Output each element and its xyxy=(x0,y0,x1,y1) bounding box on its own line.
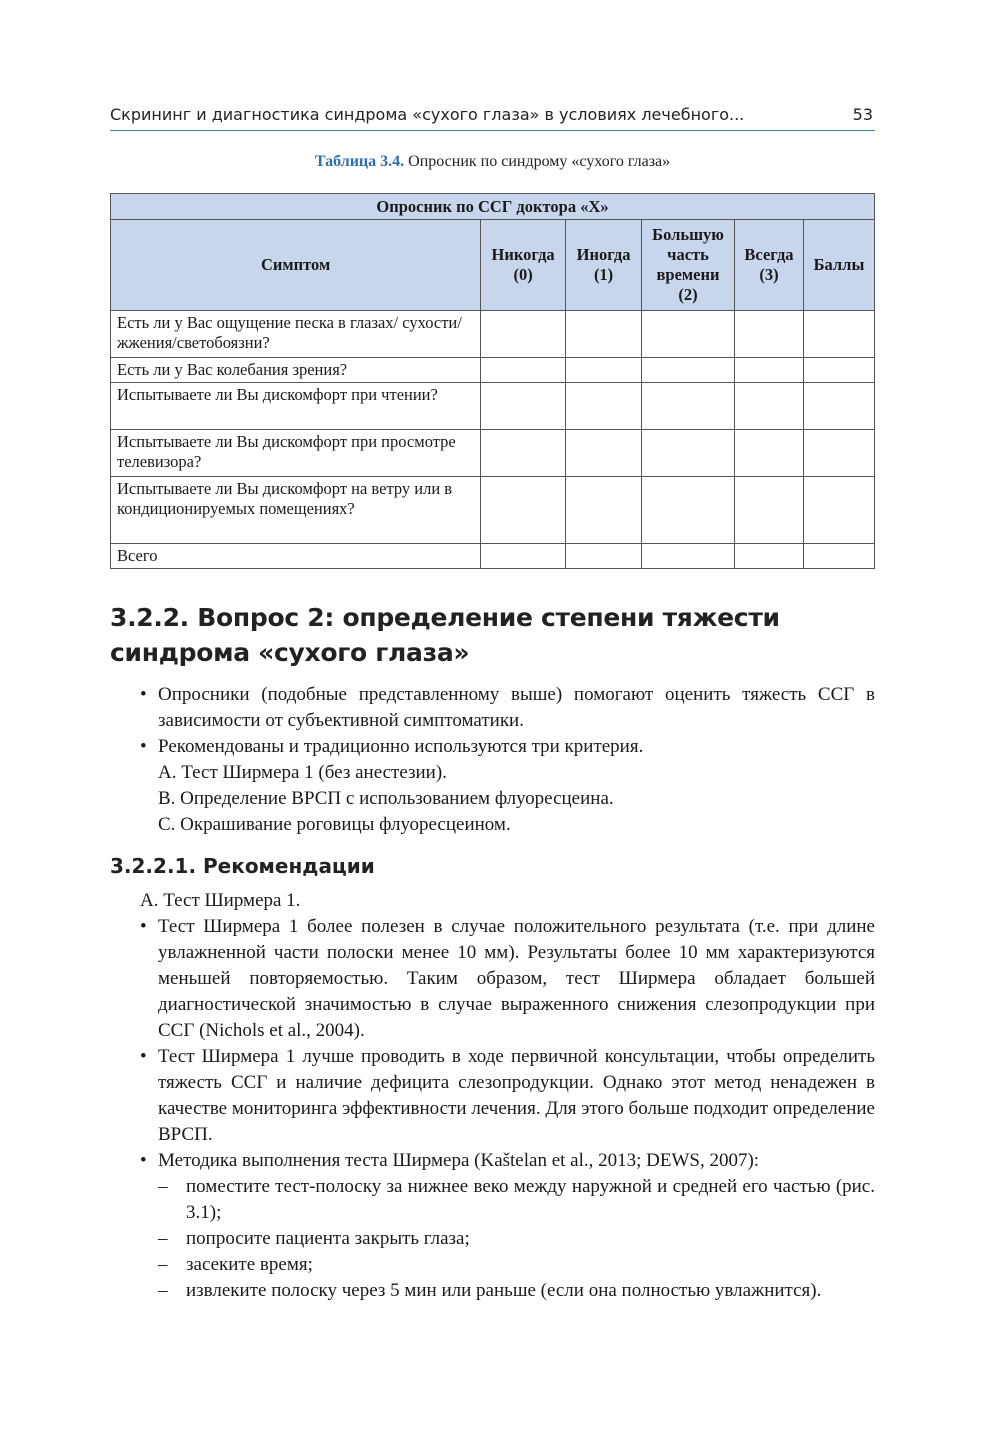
list-item: – попросите пациента закрыть глаза; xyxy=(110,1226,875,1252)
table-caption-text: Опросник по синдрому «сухого глаза» xyxy=(404,153,671,170)
criterion-a: A. Тест Ширмера 1 (без анестезии). xyxy=(158,762,447,783)
list-item: • Тест Ширмера 1 лучше проводить в ходе первичной консультации, чтобы определить тяжесть ССГ и наличие дефицита слезопродукции. Однако этот метод ненадежен в качестве мониторинга эффективности лечения. Для этого больше подходит определение ВРСП. xyxy=(110,1044,875,1148)
table-banner: Опросник по ССГ доктора «Х» xyxy=(111,194,875,220)
answer-cell xyxy=(735,544,804,569)
table-row xyxy=(111,477,875,544)
recommendation-bullets xyxy=(110,914,875,1174)
symptom-cell: Испытываете ли Вы дискомфорт на ветру или в кондиционируемых помещениях? xyxy=(111,477,481,544)
column-header: Большую часть времени (2) xyxy=(642,220,735,311)
list-item: – извлеките полоску через 5 мин или раньше (если она полностью увлажнится). xyxy=(110,1278,875,1304)
answer-cell xyxy=(735,358,804,383)
score-cell xyxy=(803,430,874,477)
answer-cell xyxy=(735,477,804,544)
answer-cell xyxy=(481,383,566,430)
table-row xyxy=(111,358,875,383)
score-cell xyxy=(803,477,874,544)
answer-cell xyxy=(735,383,804,430)
answer-cell xyxy=(566,477,642,544)
answer-cell xyxy=(642,383,735,430)
procedure-steps xyxy=(110,1174,875,1304)
answer-cell xyxy=(566,430,642,477)
score-cell xyxy=(803,358,874,383)
answer-cell xyxy=(566,358,642,383)
list-item: – засеките время; xyxy=(110,1252,875,1278)
list-item: – поместите тест-полоску за нижнее веко между наружной и средней его частью (рис. 3.1); xyxy=(110,1174,875,1226)
table-caption-label: Таблица 3.4. xyxy=(314,153,405,170)
page-number: 53 xyxy=(852,105,873,124)
answer-cell xyxy=(481,430,566,477)
symptom-cell: Испытываете ли Вы дискомфорт при просмотре телевизора? xyxy=(111,430,481,477)
list-item: • Рекомендованы и традиционно используются три критерия. xyxy=(110,734,875,760)
symptom-cell: Есть ли у Вас ощущение песка в глазах/ сухости/жжения/светобоязни? xyxy=(111,311,481,358)
section-bullets xyxy=(110,682,875,760)
column-header: Симптом xyxy=(111,220,481,311)
answer-cell xyxy=(481,311,566,358)
column-header: Баллы xyxy=(803,220,874,311)
running-head xyxy=(110,102,875,131)
symptom-cell: Испытываете ли Вы дискомфорт при чтении? xyxy=(111,383,481,430)
column-header: Всегда (3) xyxy=(735,220,804,311)
section-heading: 3.2.2. Вопрос 2: определение степени тяжести синдрома «сухого глаза» xyxy=(110,603,780,667)
criterion-c: C. Окрашивание роговицы флуоресцеином. xyxy=(158,814,511,835)
table-row xyxy=(111,383,875,430)
answer-cell xyxy=(481,477,566,544)
answer-cell xyxy=(642,477,735,544)
total-cell: Всего xyxy=(111,544,481,569)
answer-cell xyxy=(735,311,804,358)
subsection-heading: 3.2.2.1. Рекомендации xyxy=(110,854,375,878)
table-row xyxy=(111,544,875,569)
questionnaire-table xyxy=(110,193,875,569)
symptom-cell: Есть ли у Вас колебания зрения? xyxy=(111,358,481,383)
answer-cell xyxy=(566,383,642,430)
list-item: • Методика выполнения теста Ширмера (Kaštelan et al., 2013; DEWS, 2007): xyxy=(110,1148,875,1174)
score-cell xyxy=(803,544,874,569)
answer-cell xyxy=(642,358,735,383)
body-content xyxy=(110,600,875,1304)
column-header: Иногда (1) xyxy=(566,220,642,311)
subsection-intro: А. Тест Ширмера 1. xyxy=(140,890,301,911)
answer-cell xyxy=(566,311,642,358)
score-cell xyxy=(803,311,874,358)
answer-cell xyxy=(481,358,566,383)
score-cell xyxy=(803,383,874,430)
table-row xyxy=(111,430,875,477)
table-row xyxy=(111,311,875,358)
answer-cell xyxy=(642,430,735,477)
running-head-title: Скрининг и диагностика синдрома «сухого глаза» в условиях лечебного... xyxy=(110,105,745,124)
table-caption xyxy=(110,153,875,171)
answer-cell xyxy=(566,544,642,569)
list-item: • Опросники (подобные представленному выше) помогают оценить тяжесть ССГ в зависимости от субъективной симптоматики. xyxy=(110,682,875,734)
answer-cell xyxy=(642,311,735,358)
criterion-b: B. Определение ВРСП с использованием флуоресцеина. xyxy=(158,788,614,809)
list-item: • Тест Ширмера 1 более полезен в случае положительного результата (т.е. при длине увлажненной части полоски менее 10 мм). Результаты более 10 мм характеризуются меньшей повторяемостью. Таким образом, тест Ширмера обладает большей диагностической значимостью в случае выраженного снижения слезопродукции при ССГ (Nichols et al., 2004). xyxy=(110,914,875,1044)
answer-cell xyxy=(642,544,735,569)
answer-cell xyxy=(735,430,804,477)
column-header: Никогда (0) xyxy=(481,220,566,311)
answer-cell xyxy=(481,544,566,569)
